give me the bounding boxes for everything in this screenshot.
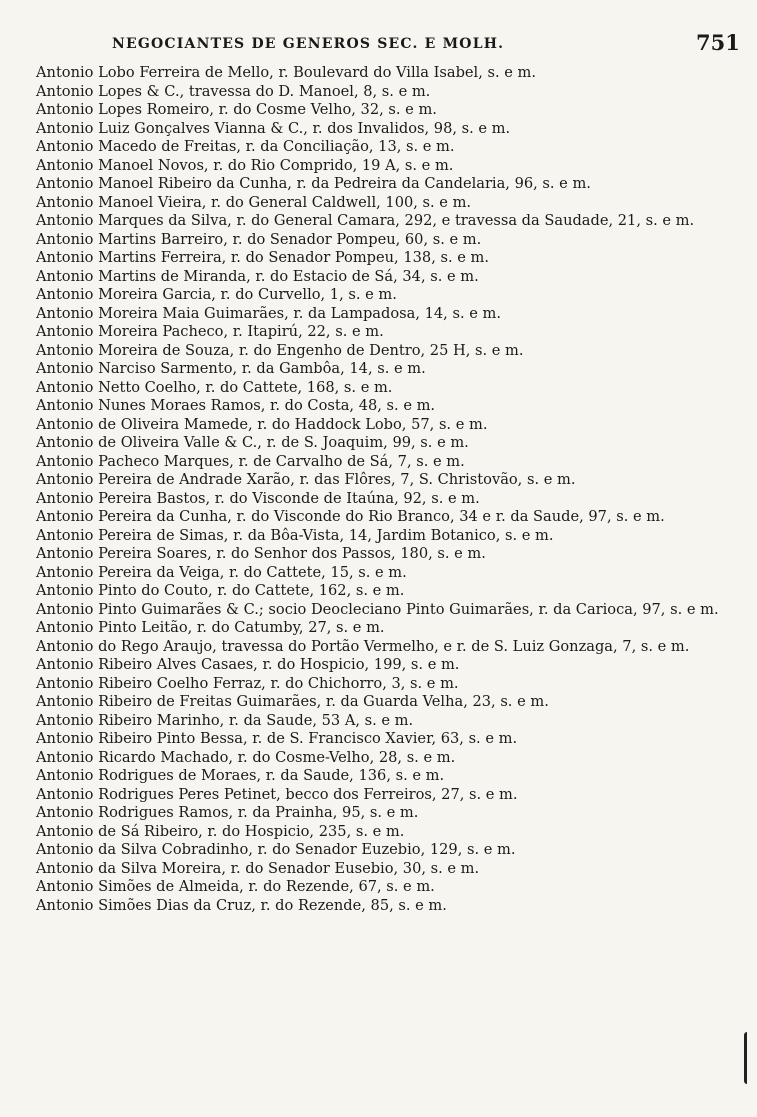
directory-entry: Antonio Pereira Soares, r. do Senhor dos Passos, 180, s. e m. [36, 545, 486, 562]
directory-entry: Antonio Moreira Garcia, r. do Curvello, 1, s. e m. [36, 286, 397, 303]
directory-entry: Antonio Pinto Guimarães & C.; socio Deocleciano Pinto Guimarães, r. da Carioca, 97, s. e m. [36, 600, 719, 618]
directory-entry: Antonio Manoel Novos, r. do Rio Comprido, 19 A, s. e m. [36, 156, 454, 174]
directory-entry: Antonio Pinto do Couto, r. do Cattete, 162, s. e m. [36, 582, 405, 599]
directory-entry: Antonio Rodrigues de Moraes, r. da Saude, 136, s. e m. [36, 767, 445, 784]
directory-entry: Antonio Pereira Bastos, r. do Visconde de Itaúna, 92, s. e m. [36, 489, 480, 507]
directory-entry: Antonio Moreira de Souza, r. do Engenho de Dentro, 25 H, s. e m. [36, 341, 524, 359]
directory-entry: Antonio Moreira Pacheco, r. Itapirú, 22, s. e m. [36, 323, 384, 340]
directory-entry: Antonio Netto Coelho, r. do Cattete, 168, s. e m. [36, 378, 393, 396]
directory-entry: Antonio Ribeiro Pinto Bessa, r. de S. Francisco Xavier, 63, s. e m. [36, 730, 518, 747]
directory-entry: Antonio Martins de Miranda, r. do Estacio de Sá, 34, s. e m. [36, 267, 479, 285]
directory-entry: Antonio Pacheco Marques, r. de Carvalho de Sá, 7, s. e m. [36, 452, 465, 470]
directory-entry: Antonio Ribeiro Alves Casaes, r. do Hospicio, 199, s. e m. [36, 656, 460, 673]
directory-listing [36, 64, 726, 915]
directory-entry: Antonio Martins Ferreira, r. do Senador Pompeu, 138, s. e m. [36, 249, 489, 266]
directory-entry: Antonio Moreira Maia Guimarães, r. da Lampadosa, 14, s. e m. [36, 304, 501, 322]
directory-entry: Antonio Ribeiro Coelho Ferraz, r. do Chichorro, 3, s. e m. [36, 674, 459, 692]
directory-entry: Antonio Manoel Ribeiro da Cunha, r. da Pedreira da Candelaria, 96, s. e m. [36, 175, 591, 192]
directory-entry: Antonio Marques da Silva, r. do General Camara, 292, e travessa da Saudade, 21, s. e m. [36, 212, 695, 229]
directory-entry: Antonio de Oliveira Mamede, r. do Haddock Lobo, 57, s. e m. [36, 415, 488, 433]
directory-entry: Antonio Simões Dias da Cruz, r. do Rezende, 85, s. e m. [36, 896, 447, 914]
directory-entry: Antonio da Silva Moreira, r. do Senador Eusebio, 30, s. e m. [36, 859, 480, 877]
directory-entry: Antonio Pereira da Veiga, r. do Cattete, 15, s. e m. [36, 563, 407, 581]
directory-entry: Antonio Narciso Sarmento, r. da Gambôa, 14, s. e m. [36, 360, 426, 377]
directory-entry: Antonio Pereira da Cunha, r. do Visconde do Rio Branco, 34 e r. da Saude, 97, s. e m. [36, 508, 665, 525]
directory-entry: Antonio Pereira de Simas, r. da Bôa-Vista, 14, Jardim Botanico, s. e m. [36, 526, 554, 544]
directory-entry: Antonio Pereira de Andrade Xarão, r. das Flôres, 7, S. Christovão, s. e m. [36, 471, 576, 488]
directory-entry: Antonio Ribeiro Marinho, r. da Saude, 53 A, s. e m. [36, 711, 414, 729]
directory-entry: Antonio Lobo Ferreira de Mello, r. Boulevard do Villa Isabel, s. e m. [36, 64, 537, 81]
directory-entry: Antonio Ribeiro de Freitas Guimarães, r. da Guarda Velha, 23, s. e m. [36, 693, 549, 710]
directory-entry: Antonio da Silva Cobradinho, r. do Senador Euzebio, 129, s. e m. [36, 841, 516, 858]
directory-entry: Antonio Nunes Moraes Ramos, r. do Costa, 48, s. e m. [36, 397, 436, 414]
directory-entry: Antonio Macedo de Freitas, r. da Conciliação, 13, s. e m. [36, 138, 455, 155]
directory-entry: Antonio Simões de Almeida, r. do Rezende, 67, s. e m. [36, 878, 435, 895]
directory-entry: Antonio Martins Barreiro, r. do Senador Pompeu, 60, s. e m. [36, 230, 482, 248]
page-edge-mark [744, 1032, 753, 1084]
page-header: NEGOCIANTES DE GENEROS SEC. E MOLH. [112, 36, 505, 52]
directory-entry: Antonio de Oliveira Valle & C., r. de S. Joaquim, 99, s. e m. [36, 434, 469, 451]
page-number: 751 [696, 30, 740, 55]
directory-entry: Antonio Lopes & C., travessa do D. Manoel, 8, s. e m. [36, 82, 431, 100]
directory-entry: Antonio do Rego Araujo, travessa do Portão Vermelho, e r. de S. Luiz Gonzaga, 7, s. e m. [36, 637, 690, 655]
directory-entry: Antonio Luiz Gonçalves Vianna & C., r. dos Invalidos, 98, s. e m. [36, 119, 511, 137]
directory-entry: Antonio Manoel Vieira, r. do General Caldwell, 100, s. e m. [36, 193, 472, 211]
directory-entry: Antonio Lopes Romeiro, r. do Cosme Velho, 32, s. e m. [36, 101, 437, 118]
directory-entry: Antonio de Sá Ribeiro, r. do Hospicio, 235, s. e m. [36, 822, 405, 840]
directory-entry: Antonio Rodrigues Ramos, r. da Prainha, 95, s. e m. [36, 804, 419, 821]
directory-entry: Antonio Ricardo Machado, r. do Cosme-Velho, 28, s. e m. [36, 748, 456, 766]
directory-entry: Antonio Rodrigues Peres Petinet, becco dos Ferreiros, 27, s. e m. [36, 785, 518, 803]
directory-entry: Antonio Pinto Leitão, r. do Catumby, 27, s. e m. [36, 619, 385, 636]
